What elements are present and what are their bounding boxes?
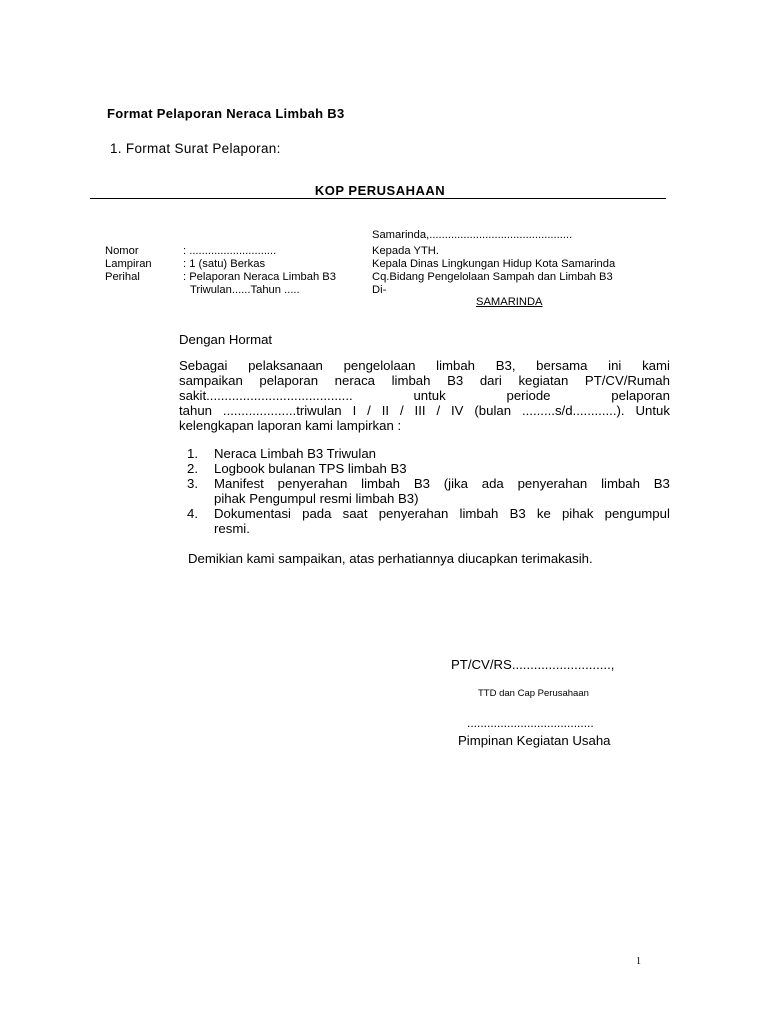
word: limbah xyxy=(459,506,499,521)
word: penyerahan xyxy=(517,476,588,491)
word: Untuk xyxy=(635,403,670,418)
list-text-line: resmi. xyxy=(214,521,250,536)
word: ....................triwulan xyxy=(222,403,342,418)
word: B3 xyxy=(413,476,430,491)
word: ini xyxy=(608,358,622,373)
paragraph-line: kelengkapan laporan kami lampirkan : xyxy=(179,418,402,433)
salutation: Dengan Hormat xyxy=(179,332,273,347)
word: (jika xyxy=(443,476,468,491)
word: (bulan xyxy=(474,403,512,418)
list-text: Neraca Limbah B3 Triwulan xyxy=(214,446,376,461)
word: pada xyxy=(302,506,332,521)
meta-label-perihal: Perihal xyxy=(105,271,140,283)
place-date: Samarinda,.............................................. xyxy=(372,229,573,241)
paragraph-line xyxy=(179,388,670,403)
word: / xyxy=(436,403,441,418)
word: untuk xyxy=(413,388,446,403)
meta-value-perihal: : Pelaporan Neraca Limbah B3 xyxy=(183,271,336,283)
word: periode xyxy=(506,388,551,403)
list-item xyxy=(187,446,670,461)
closing-sentence: Demikian kami sampaikan, atas perhatiannya diucapkan terimakasih. xyxy=(188,551,593,566)
word: limbah xyxy=(391,373,431,388)
meta-label-lampiran: Lampiran xyxy=(105,258,152,270)
word: ke xyxy=(536,506,551,521)
meta-value-nomor: : ............................ xyxy=(183,245,277,257)
word: tahun xyxy=(179,403,213,418)
word: PT/CV/Rumah xyxy=(584,373,670,388)
word: .........s/d............). xyxy=(521,403,625,418)
word: III xyxy=(414,403,426,418)
paragraph-line xyxy=(179,403,670,418)
signature-line: ...................................... xyxy=(467,716,594,730)
word: II xyxy=(381,403,390,418)
meta-label-nomor: Nomor xyxy=(105,245,139,257)
paragraph-line xyxy=(179,373,670,388)
word: limbah xyxy=(361,476,400,491)
section-heading: 1. Format Surat Pelaporan: xyxy=(110,141,281,156)
signature-stamp-label: TTD dan Cap Perusahaan xyxy=(478,688,589,699)
body-paragraph xyxy=(179,358,670,433)
word: I xyxy=(352,403,357,418)
address-line: Kepala Dinas Lingkungan Hidup Kota Samarinda xyxy=(372,258,616,270)
word: pelaporan xyxy=(611,388,670,403)
word: pengelolaan xyxy=(343,358,416,373)
word: penyerahan xyxy=(378,506,449,521)
address-line: Kepada YTH. xyxy=(372,245,439,257)
company-name: PT/CV/RS..........................., xyxy=(451,657,615,672)
word: penyerahan xyxy=(277,476,348,491)
word: limbah xyxy=(601,476,640,491)
letterhead-rule xyxy=(90,198,666,199)
list-item xyxy=(187,476,670,506)
word: limbah xyxy=(436,358,475,373)
word: Sebagai xyxy=(179,358,228,373)
word: dari xyxy=(479,373,502,388)
word: B3 xyxy=(509,506,526,521)
meta-value-perihal-continued: Triwulan......Tahun ..... xyxy=(190,284,300,296)
word: Dokumentasi xyxy=(214,506,291,521)
word: IV xyxy=(451,403,464,418)
word: pihak xyxy=(561,506,594,521)
paragraph-line xyxy=(179,358,670,373)
word: Manifest xyxy=(214,476,264,491)
word: sakit........................................ xyxy=(179,388,353,403)
word: kami xyxy=(642,358,670,373)
letterhead-title: KOP PERUSAHAAN xyxy=(314,183,446,198)
word: pengumpul xyxy=(604,506,670,521)
word: / xyxy=(367,403,371,418)
word: kegiatan xyxy=(518,373,569,388)
page-number: 1 xyxy=(636,956,641,967)
word: B3 xyxy=(447,373,464,388)
list-text xyxy=(214,476,670,506)
list-text-line xyxy=(214,506,670,521)
document-title: Format Pelaporan Neraca Limbah B3 xyxy=(107,106,345,121)
word: neraca xyxy=(334,373,375,388)
address-city: SAMARINDA xyxy=(476,296,543,308)
word: ada xyxy=(481,476,504,491)
list-number: 2. xyxy=(187,461,198,476)
attachment-list xyxy=(187,446,670,536)
address-line: Cq.Bidang Pengelolaan Sampah dan Limbah B3 xyxy=(372,271,613,283)
address-line: Di- xyxy=(372,284,387,296)
word: pelaporan xyxy=(259,373,319,388)
list-item xyxy=(187,461,670,476)
list-text xyxy=(214,506,670,536)
word: bersama xyxy=(536,358,588,373)
list-text-line: pihak Pengumpul resmi limbah B3) xyxy=(214,491,419,506)
list-number: 4. xyxy=(187,506,198,521)
list-number: 3. xyxy=(187,476,198,491)
word: sampaikan xyxy=(179,373,243,388)
meta-value-lampiran: : 1 (satu) Berkas xyxy=(183,258,266,270)
word: pelaksanaan xyxy=(248,358,323,373)
list-text-line xyxy=(214,476,670,491)
word: / xyxy=(399,403,404,418)
list-text: Logbook bulanan TPS limbah B3 xyxy=(214,461,407,476)
word: saat xyxy=(342,506,368,521)
list-item xyxy=(187,506,670,536)
list-number: 1. xyxy=(187,446,198,461)
signer-title: Pimpinan Kegiatan Usaha xyxy=(458,733,611,748)
word: B3, xyxy=(495,358,516,373)
word: B3 xyxy=(653,476,670,491)
